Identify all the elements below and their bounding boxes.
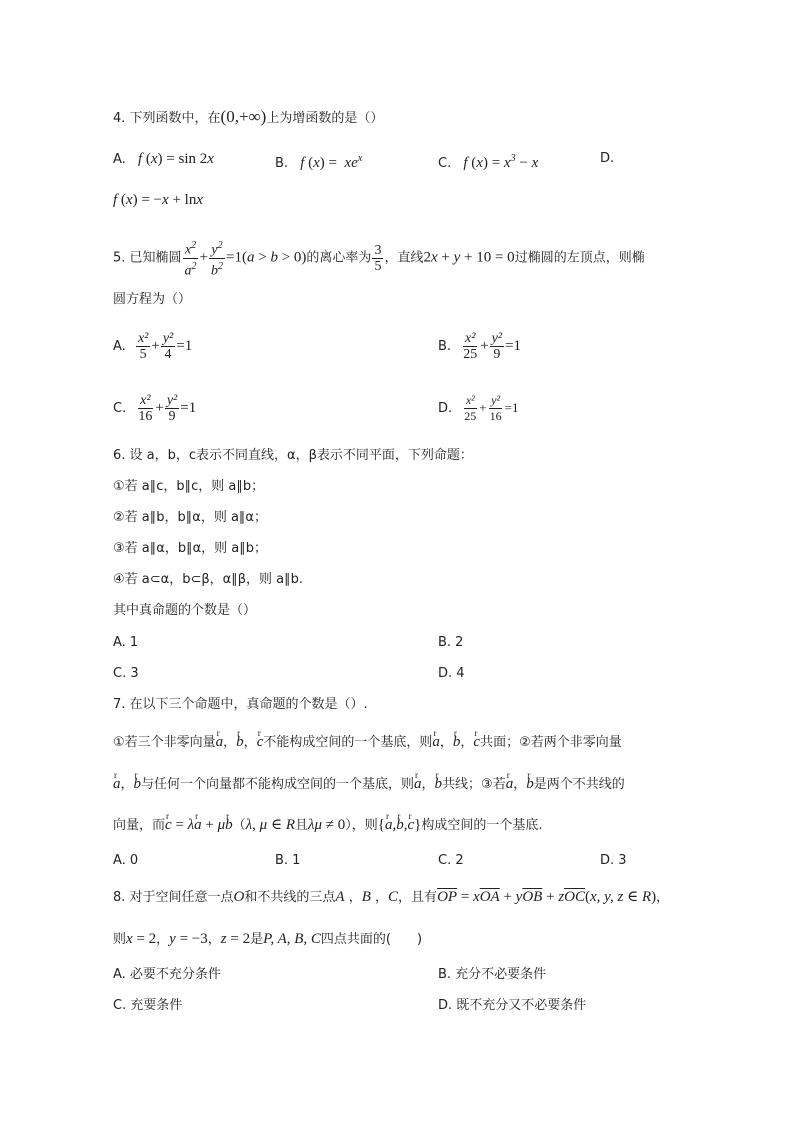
q7-prop-2: r a，r b与任何一个向量都不能构成空间的一个基底，则r a，r b共线；③若r a，r b是两个不共线的 bbox=[113, 774, 625, 795]
q5-eccentricity: $\frac{3}{5}$ bbox=[374, 242, 382, 274]
q6-option-c[interactable]: C. 3 bbox=[113, 666, 139, 681]
q6-item-1: ①若 a∥c，b∥c，则 a∥b； bbox=[113, 479, 265, 494]
q5-frac-y: $\frac{y^2}{b^2}$ bbox=[211, 240, 224, 279]
q5-stem: 5. 已知椭圆 $\frac{x^2}{a^2}$ + $\frac{y^2}{b^2}$ =1(a > b > 0)的离心率为 $\frac{3}{5}$ ，直线2x + y + 10 = 0过椭圆的左顶点，则椭 bbox=[113, 240, 645, 279]
q6-item-4: ④若 a⊂α，b⊂β，α∥β，则 a∥b. bbox=[113, 572, 304, 587]
q7-option-b[interactable]: B. 1 bbox=[275, 853, 301, 868]
q6-option-b[interactable]: B. 2 bbox=[438, 635, 464, 650]
q5-stem-2: 圆方程为（） bbox=[113, 292, 192, 307]
q8-stem: 8. 对于空间任意一点O和不共线的三点A ，B ，C，且有$\overline{OP} = x\overline{OA} + y\overline{OB} + z\overline{OC}(x$, y, z ∈ R)， bbox=[113, 889, 670, 905]
q6-question: 其中真命题的个数是（） bbox=[113, 603, 257, 618]
q8-stem-2: 则x = 2，y = −3，z = 2是P, A, B, C四点共面的( ) bbox=[113, 931, 423, 947]
q7-prop-3: 向量，而r c = λr a + μr b（λ, μ ∈ R且λμ ≠ 0），则{r a,r b,r c}构成空间的一个基底. bbox=[113, 815, 543, 836]
q4-interval: (0,+∞) bbox=[220, 107, 267, 126]
q4-option-a-expr: f (x) = sin 2x bbox=[137, 151, 214, 167]
q4-option-d[interactable]: D. bbox=[600, 151, 615, 166]
q4-stem: 4. 下列函数中，在(0,+∞)上为增函数的是（） bbox=[113, 107, 384, 126]
q7-stem: 7. 在以下三个命题中，真命题的个数是（）. bbox=[113, 697, 368, 712]
q7-option-c[interactable]: C. 2 bbox=[438, 853, 464, 868]
q5-frac-x: $\frac{x^2}{a^2}$ bbox=[184, 240, 197, 279]
q7-prop-1: ①若三个非零向量r a，r b，r c不能构成空间的一个基底，则r a，r b，r c共面；②若两个非零向量 bbox=[113, 732, 622, 753]
q4-option-b[interactable]: B. f $(x) = xe^x$ bbox=[275, 153, 363, 171]
q5-option-d[interactable]: D. $\frac{\text{x²}}{25}$ + $\frac{\text{y²}}{16}$ =1 bbox=[438, 393, 519, 423]
q7-option-d[interactable]: D. 3 bbox=[600, 853, 627, 868]
q5-option-c[interactable]: C. $\frac{\text{x²}}{16}$ + $\frac{\text{y²}}{9}$ =1 bbox=[113, 393, 197, 424]
q8-option-c[interactable]: C. 充要条件 bbox=[113, 998, 183, 1013]
q5-option-a[interactable]: A. $\frac{\text{x²}}{5}$ + $\frac{\text{y²}}{4}$ =1 bbox=[113, 331, 193, 362]
q8-option-b[interactable]: B. 充分不必要条件 bbox=[438, 967, 547, 982]
q8-option-a[interactable]: A. 必要不充分条件 bbox=[113, 967, 221, 982]
q6-item-3: ③若 a∥α，b∥α，则 a∥b； bbox=[113, 541, 267, 556]
q6-option-d[interactable]: D. 4 bbox=[438, 666, 465, 681]
q5-option-b[interactable]: B. $\frac{\text{x²}}{25}$ + $\frac{\text{y²}}{9}$ =1 bbox=[438, 331, 522, 362]
q6-stem: 6. 设 a，b，c表示不同直线，α，β表示不同平面，下列命题： bbox=[113, 448, 473, 463]
q6-option-a[interactable]: A. 1 bbox=[113, 635, 139, 650]
q4-option-c[interactable]: C. f $(x) = x^3 - x$ bbox=[438, 153, 539, 171]
q5-line-eq: 2x + y + 10 = 0 bbox=[423, 249, 515, 266]
q4-option-a[interactable]: A. f (x) = sin 2x bbox=[113, 151, 214, 167]
q4-option-d-expr: f (x) = −x + lnx bbox=[113, 192, 203, 208]
q7-option-a[interactable]: A. 0 bbox=[113, 853, 139, 868]
q8-option-d[interactable]: D. 既不充分又不必要条件 bbox=[438, 998, 587, 1013]
q4-option-b-expr: f $(x) = xe^x$ bbox=[300, 153, 363, 171]
q6-item-2: ②若 a∥b，b∥α，则 a∥α； bbox=[113, 510, 267, 525]
q4-option-c-expr: f $(x) = x^3 - x$ bbox=[463, 153, 539, 171]
